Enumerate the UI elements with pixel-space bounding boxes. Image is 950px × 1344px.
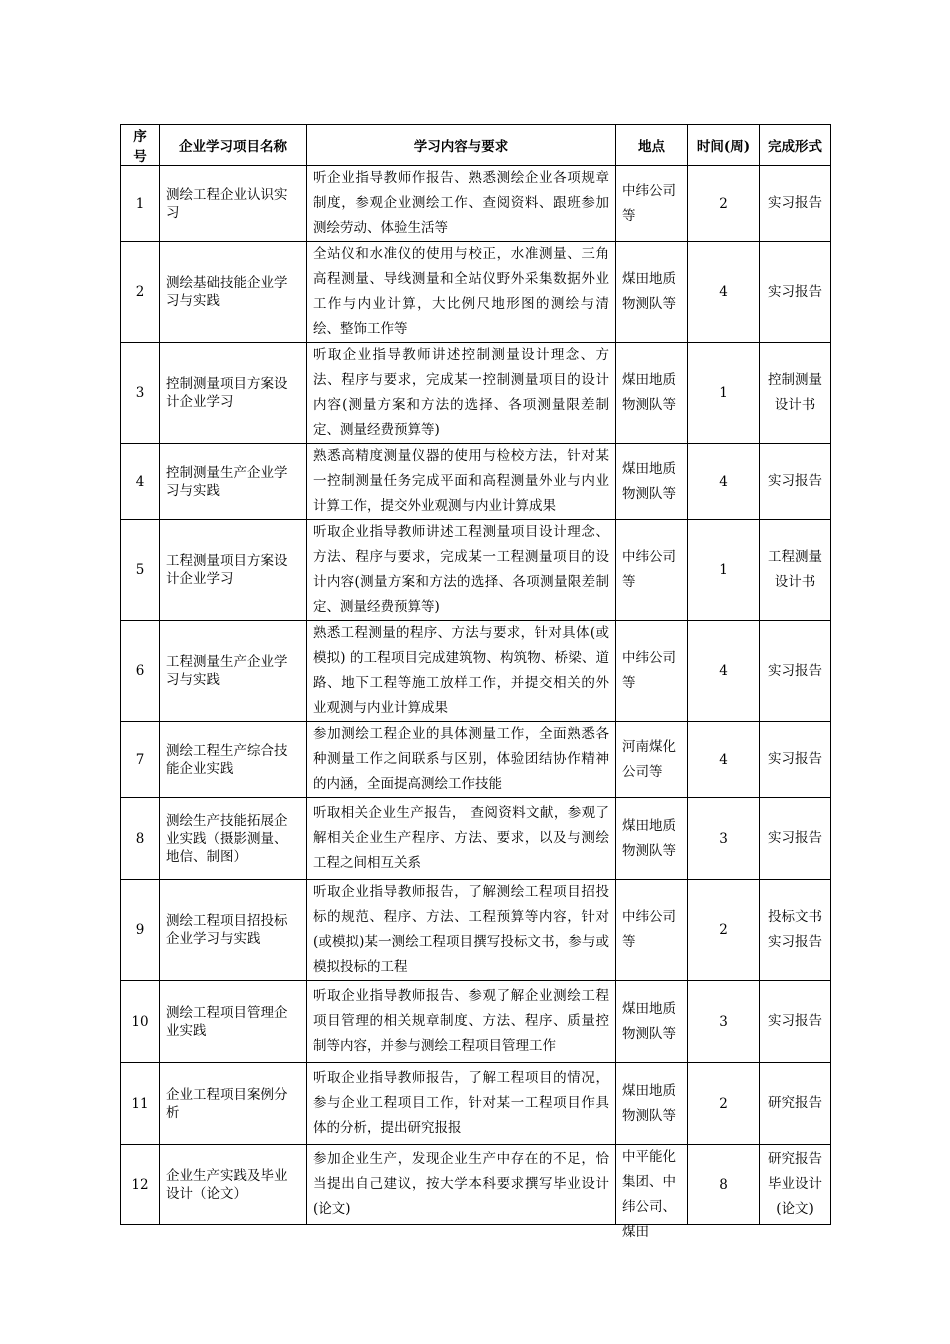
table-row	[121, 621, 831, 722]
weeks: 4	[688, 242, 760, 343]
location: 中平能化集团、中纬公司、煤田	[622, 1149, 676, 1240]
location: 河南煤化公司等	[616, 722, 688, 798]
row-index: 1	[121, 166, 160, 242]
table-row	[121, 444, 831, 520]
project-name: 工程测量生产企业学习与实践	[160, 621, 307, 722]
location: 煤田地质物测队等	[616, 242, 688, 343]
completion-form: 控制测量设计书	[760, 343, 831, 444]
completion-form: 工程测量设计书	[760, 520, 831, 621]
project-name: 企业生产实践及毕业设计（论文）	[160, 1145, 307, 1225]
table-row	[121, 520, 831, 621]
table-row	[121, 981, 831, 1063]
content-requirements: 全站仪和水准仪的使用与校正，水准测量、三角高程测量、导线测量和全站仪野外采集数据外业工作与内业计算，大比例尺地形图的测绘与清绘、整饰工作等	[307, 242, 616, 343]
row-index: 7	[121, 722, 160, 798]
row-index: 9	[121, 880, 160, 981]
project-name: 测绘工程企业认识实习	[160, 166, 307, 242]
completion-form: 实习报告	[760, 166, 831, 242]
content-requirements: 听取企业指导教师讲述工程测量项目设计理念、方法、程序与要求，完成某一工程测量项目的设计内容(测量方案和方法的选择、各项测量限差制定、测量经费预算等)	[307, 520, 616, 621]
header-weeks: 时间(周)	[688, 125, 760, 166]
completion-form: 研究报告 毕业设计(论文)	[760, 1145, 831, 1225]
weeks: 4	[688, 722, 760, 798]
completion-form: 实习报告	[760, 621, 831, 722]
location: 中纬公司等	[616, 621, 688, 722]
content-requirements: 熟悉工程测量的程序、方法与要求，针对具体(或模拟) 的工程项目完成建筑物、构筑物、桥梁、道路、地下工程等施工放样工作，并提交相关的外业观测与内业计算成果	[307, 621, 616, 722]
weeks: 8	[688, 1145, 760, 1225]
location: 煤田地质物测队等	[616, 1063, 688, 1145]
content-requirements: 听取企业指导教师讲述控制测量设计理念、方法、程序与要求，完成某一控制测量项目的设计内容(测量方案和方法的选择、各项测量限差制定、测量经费预算等)	[307, 343, 616, 444]
content-requirements: 参加企业生产，发现企业生产中存在的不足，恰当提出自己建议，按大学本科要求撰写毕业设计(论文)	[307, 1145, 616, 1225]
row-index: 5	[121, 520, 160, 621]
content-requirements: 听取企业指导教师报告，了解工程项目的情况，参与企业工程项目工作，针对某一工程项目作具体的分析，提出研究报报	[307, 1063, 616, 1145]
table-row	[121, 880, 831, 981]
header-content: 学习内容与要求	[307, 125, 616, 166]
weeks: 3	[688, 798, 760, 880]
completion-form: 实习报告	[760, 981, 831, 1063]
content-requirements: 参加测绘工程企业的具体测量工作，全面熟悉各种测量工作之间联系与区别，体验团结协作精神的内涵，全面提高测绘工作技能	[307, 722, 616, 798]
project-name: 控制测量生产企业学习与实践	[160, 444, 307, 520]
weeks: 1	[688, 343, 760, 444]
row-index: 6	[121, 621, 160, 722]
table-row	[121, 1145, 831, 1225]
project-name: 测绘工程生产综合技能企业实践	[160, 722, 307, 798]
content-requirements: 熟悉高精度测量仪器的使用与检校方法，针对某一控制测量任务完成平面和高程测量外业与内业计算工作，提交外业观测与内业计算成果	[307, 444, 616, 520]
location: 中纬公司等	[616, 880, 688, 981]
weeks: 1	[688, 520, 760, 621]
project-name: 测绘基础技能企业学习与实践	[160, 242, 307, 343]
row-index: 10	[121, 981, 160, 1063]
weeks: 4	[688, 444, 760, 520]
row-index: 2	[121, 242, 160, 343]
completion-form: 研究报告	[760, 1063, 831, 1145]
row-index: 4	[121, 444, 160, 520]
table-row	[121, 166, 831, 242]
completion-form: 投标文书 实习报告	[760, 880, 831, 981]
header-location: 地点	[616, 125, 688, 166]
location: 煤田地质物测队等	[616, 798, 688, 880]
completion-form: 实习报告	[760, 722, 831, 798]
content-requirements: 听取相关企业生产报告， 查阅资料文献，参观了解相关企业生产程序、方法、要求，以及与测绘工程之间相互关系	[307, 798, 616, 880]
completion-form: 实习报告	[760, 444, 831, 520]
header-project-name: 企业学习项目名称	[160, 125, 307, 166]
row-index: 12	[121, 1145, 160, 1225]
weeks: 2	[688, 880, 760, 981]
row-index: 3	[121, 343, 160, 444]
internship-plan-table	[120, 124, 831, 1240]
project-name: 企业工程项目案例分析	[160, 1063, 307, 1145]
content-requirements: 听企业指导教师作报告、熟悉测绘企业各项规章制度，参观企业测绘工作、查阅资料、跟班参加测绘劳动、体验生活等	[307, 166, 616, 242]
location: 中纬公司等	[616, 166, 688, 242]
table-row	[121, 242, 831, 343]
weeks: 4	[688, 621, 760, 722]
location: 煤田地质物测队等	[616, 444, 688, 520]
project-name: 工程测量项目方案设计企业学习	[160, 520, 307, 621]
project-name: 测绘生产技能拓展企业实践（摄影测量、地信、制图）	[160, 798, 307, 880]
table-row	[121, 1063, 831, 1145]
table-row	[121, 798, 831, 880]
location: 煤田地质物测队等	[616, 981, 688, 1063]
weeks: 2	[688, 1063, 760, 1145]
project-name: 控制测量项目方案设计企业学习	[160, 343, 307, 444]
project-name: 测绘工程项目招投标企业学习与实践	[160, 880, 307, 981]
weeks: 2	[688, 166, 760, 242]
header-index: 序号	[121, 125, 160, 166]
header-row	[121, 125, 831, 166]
content-requirements: 听取企业指导教师报告、参观了解企业测绘工程项目管理的相关规章制度、方法、程序、质量控制等内容，并参与测绘工程项目管理工作	[307, 981, 616, 1063]
table-row	[121, 722, 831, 798]
table-row	[121, 343, 831, 444]
location: 中纬公司等	[616, 520, 688, 621]
weeks: 3	[688, 981, 760, 1063]
row-index: 11	[121, 1063, 160, 1145]
content-requirements: 听取企业指导教师报告，了解测绘工程项目招投标的规范、程序、方法、工程预算等内容，针对(或模拟)某一测绘工程项目撰写投标文书，参与或模拟投标的工程	[307, 880, 616, 981]
project-name: 测绘工程项目管理企业实践	[160, 981, 307, 1063]
location: 煤田地质物测队等	[616, 343, 688, 444]
header-completion-form: 完成形式	[760, 125, 831, 166]
row-index: 8	[121, 798, 160, 880]
completion-form: 实习报告	[760, 798, 831, 880]
completion-form: 实习报告	[760, 242, 831, 343]
